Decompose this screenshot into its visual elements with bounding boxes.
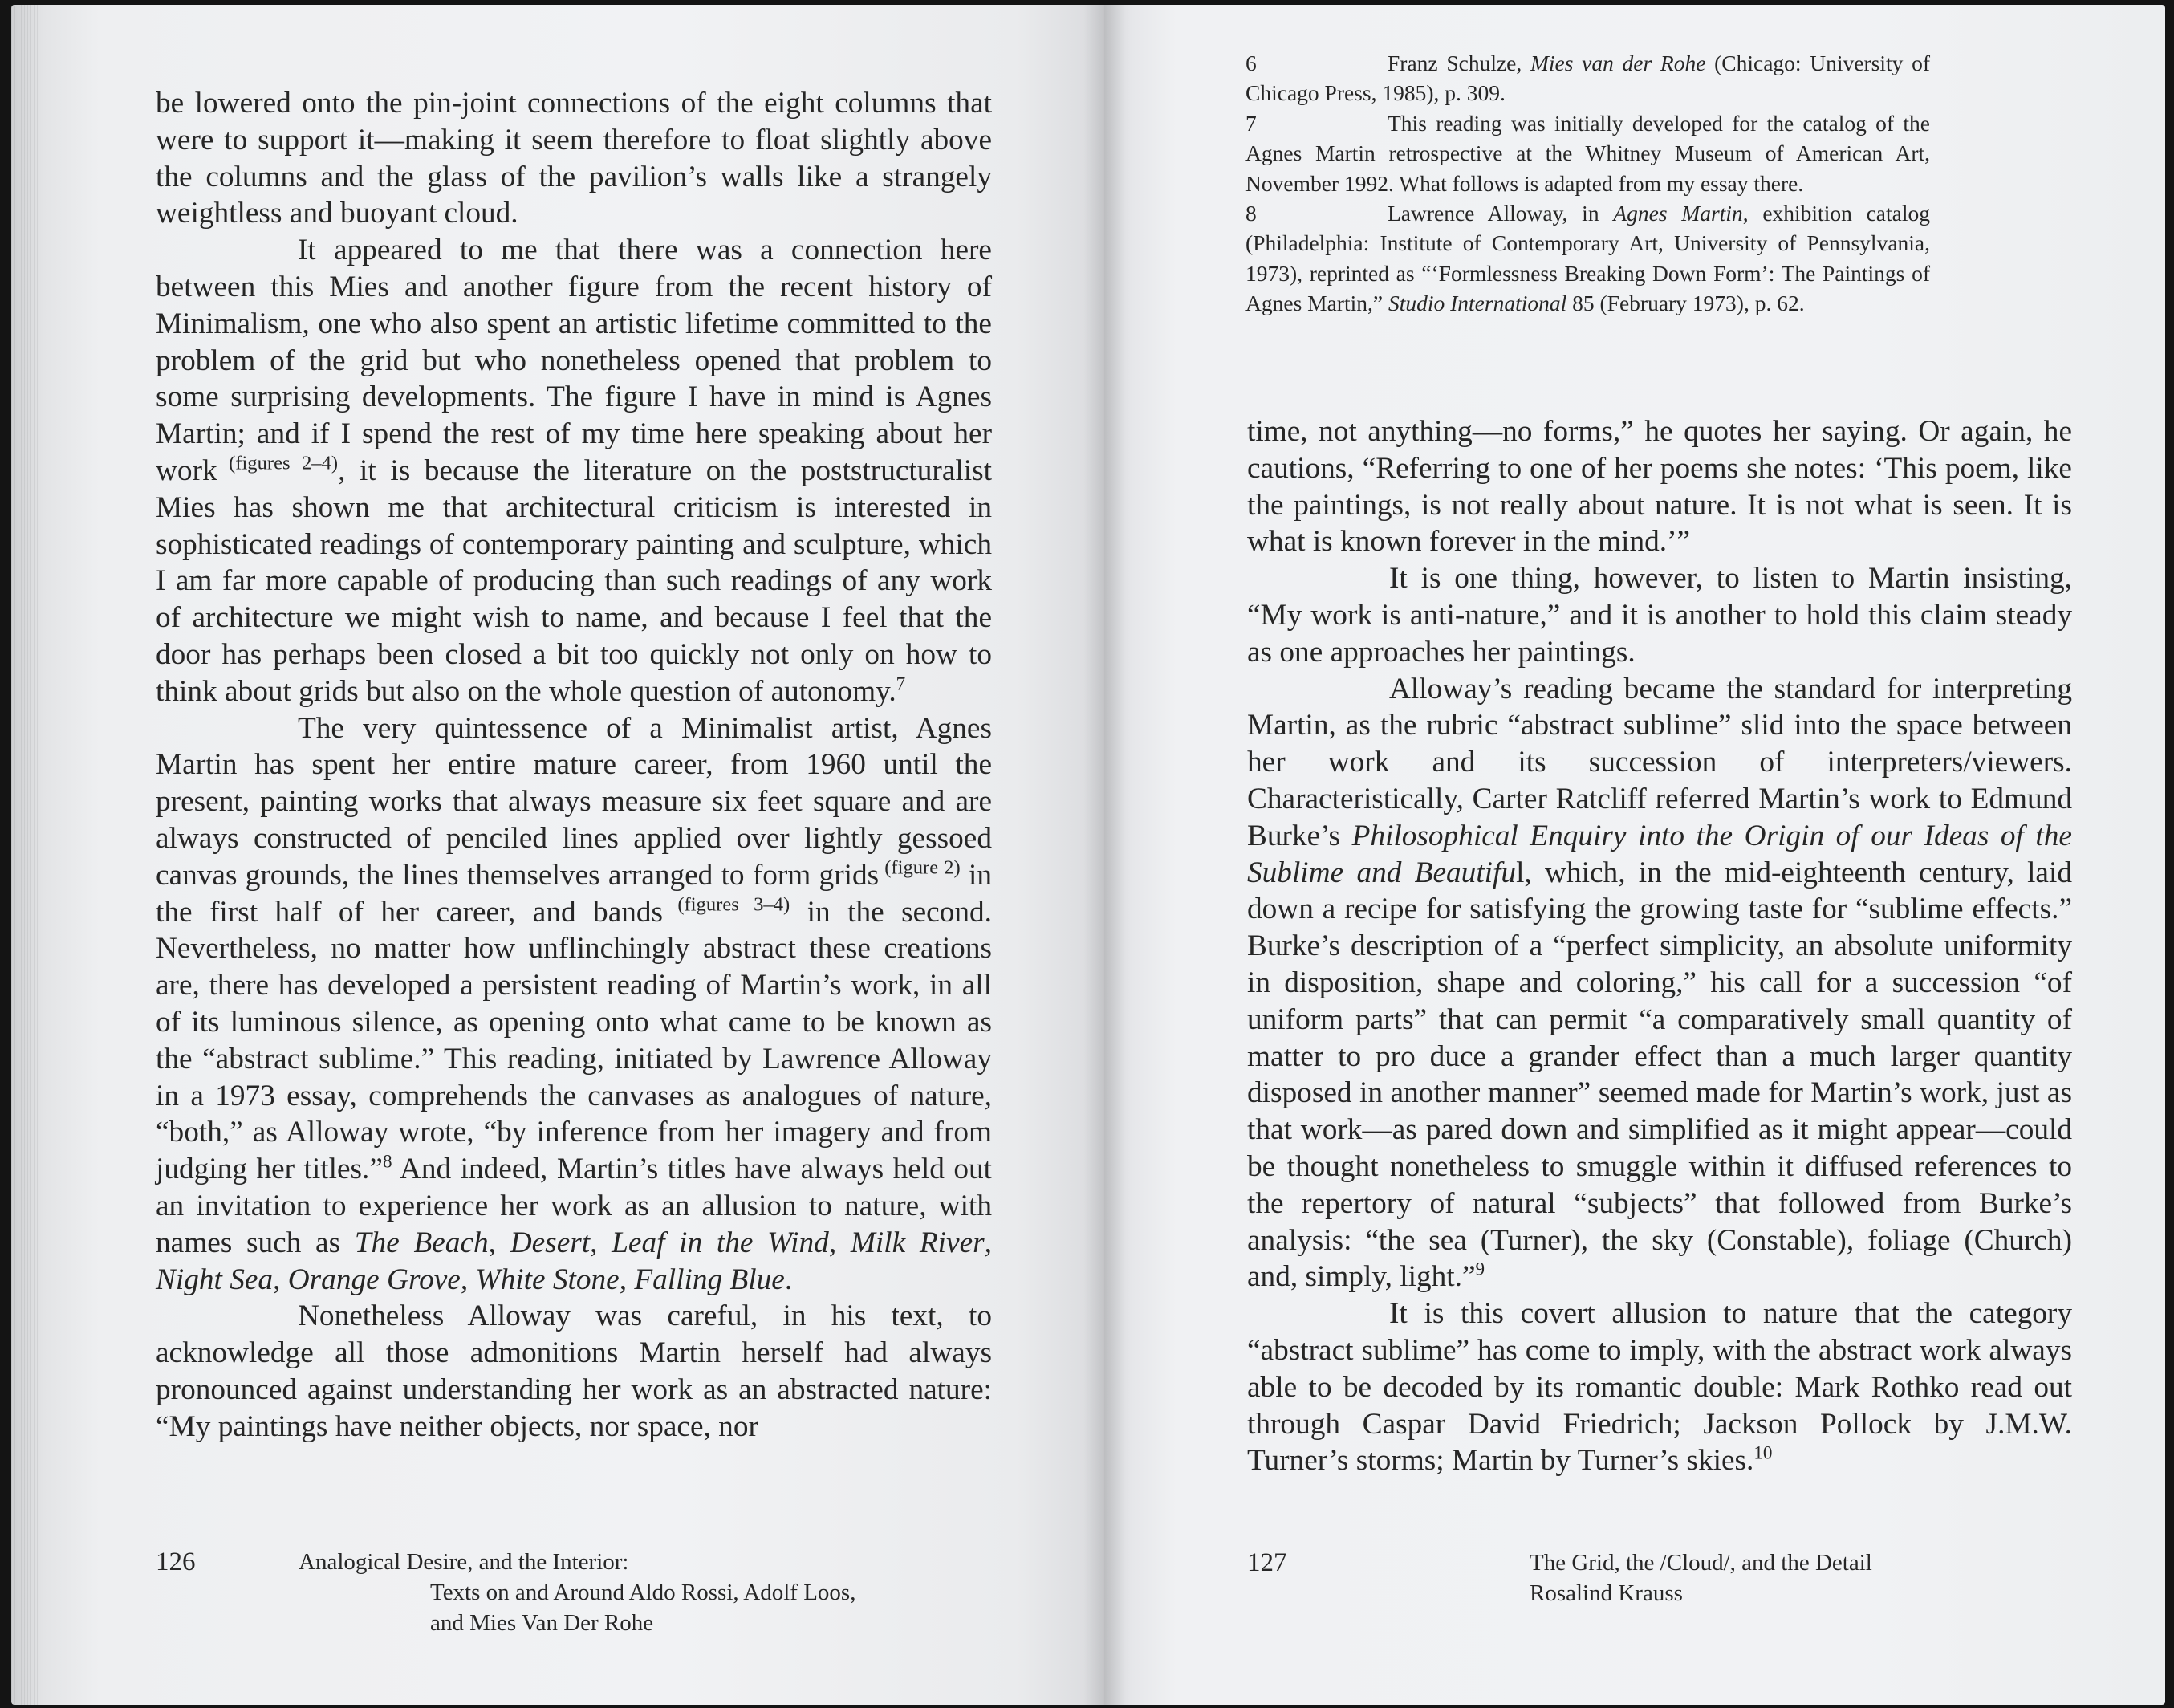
page-edge [11,5,39,1705]
footnote-number: 6 [1245,51,1257,75]
book-title: Philosophical Enquiry into the Origin of our Ideas of the Sublime and Beautifu [1247,819,2072,889]
text-run: Lawrence Alloway, in [1388,201,1614,226]
book-title: Mies van der Rohe [1530,51,1706,75]
paragraph [1247,1295,2072,1479]
artwork-title: Milk River [850,1226,985,1259]
text-run: This reading was initially developed for the catalog of the Agnes Martin retrospective at the Whitney Museum of American Art, November 1992. What follows is adapted from my essay there. [1245,110,1930,196]
text-run: Franz Schulze, [1388,51,1530,75]
artwork-title: Desert [510,1226,591,1259]
artwork-title: Night Sea [156,1263,274,1296]
artwork-title: Orange Grove [287,1263,461,1296]
footnote [1245,48,1930,108]
paragraph [1247,671,2072,1296]
footnote-number: 8 [1245,201,1257,226]
text-run: in the first half of her career, and bands [156,858,992,929]
left-body-text [156,85,992,1445]
artwork-title: The Beach [354,1226,489,1259]
text-run: (Chicago: University of Chicago Press, 1985), p. 309. [1245,51,1930,106]
journal-title: Studio International [1388,291,1567,316]
text-run: , it is because the literature on the poststructuralist Mies has shown me that architectural criticism is interested in sophisticated readings of contemporary painting and sculpture, which I am far more capable of producing than such readings of any work of architecture we might wish to name, and because I feel that the door has perhaps been closed a bit too quickly not only on how to think about grids but also on the whole question of autonomy. [156,453,992,708]
text-run: l, which, in the mid-eighteenth century, laid down a recipe for satisfying the growing taste for “sublime effects.” Burke’s description of a “perfect simplicity, an absolute uniformity in disposition, shape and coloring,” his call for a succession “of uniform parts” that can permit “a comparatively small quantity of matter to pro duce a grander effect than a much larger quantity disposed in another manner” seemed made for Martin’s work, just as that work—as pared down and simplified as it might appear—could be thought nonetheless to smuggle within it diffused references to the repertory of natural “subjects” that followed from Burke’s analysis: “the sea (Turner), the sky (Constable), foliage (Church) and, simply, light.” [1247,856,2072,1294]
running-title [299,1547,855,1638]
text-run: Alloway’s reading became the standard for interpreting Martin, as the rubric “abstract sublime” slid into the space between her work and its succession of interpreters/viewers. Characteristically, Carter Ratcliff referred Martin’s work to Edmund Burke’s [1247,672,2072,852]
footnotes [1245,48,1930,319]
figure-reference: (figures 3–4) [663,893,790,916]
footnote [1245,108,1930,198]
right-page [1104,5,2165,1705]
text-run: And indeed, Martin’s titles have always held out an invitation to experience her work as an allusion to nature, with names such as [156,1153,992,1259]
running-title-line: Rosalind Krauss [1530,1580,1683,1606]
running-title-line: Texts on and Around Aldo Rossi, Adolf Loos, [430,1580,856,1605]
text-run: , exhibition catalog (Philadelphia: Institute of Contemporary Art, University of Pennsylvania, 1973), reprinted as “‘Formlessness Breaking Down Form’: The Paintings of Agnes Martin,” [1245,201,1930,316]
footnote-number: 7 [1245,110,1257,136]
text-run: The very quintessence of a Minimalist artist, Agnes Martin has spent her entire mature career, from 1960 until the present, painting works that always measure six feet square and are always constructed of penciled lines applied over lightly gessoed canvas grounds, the lines themselves arranged to form grids [156,711,992,892]
footnote [1245,198,1930,319]
text-run: 85 (February 1973), p. 62. [1566,291,1805,316]
text-run: It appeared to me that there was a connection here between this Mies and another figure from the recent history of Minimalism, one who also spent an artistic lifetime committed to the problem of the grid but who nonetheless opened that problem to some surprising developments. The figure I have in mind is Agnes Martin; and if I spend the rest of my time here speaking about her work [156,234,992,487]
footnote-marker: 10 [1753,1442,1773,1464]
running-title-line: and Mies Van Der Rohe [430,1610,654,1636]
figure-reference: (figures 2–4) [217,452,339,474]
left-page [11,5,1104,1705]
text-run: in the second. Nevertheless, no matter how unflinchingly abstract these creations are, there has developed a persistent reading of Martin’s work, in all of its luminous silence, as opening onto what came to be known as the “abstract sublime.” This reading, initiated by Lawrence Alloway in a 1973 essay, comprehends the canvases as analogues of nature, “both,” as Alloway wrote, “by inference from her imagery and from judging her titles.” [156,895,992,1186]
paragraph: be lowered onto the pin-joint connections of the eight columns that were to support it—making it seem therefore to float slightly above the columns and the glass of the pavilion’s walls like a strangely weightless and buoyant cloud. [156,87,992,230]
paragraph: Nonetheless Alloway was careful, in his text, to acknowledge all those admonitions Martin herself had always pronounced against understanding her work as an abstracted nature: “My paintings have neither objects, nor space, nor [156,1299,992,1443]
page-number: 127 [1247,1548,1287,1577]
footnote-marker: 7 [896,673,906,695]
paragraph: The very quintessence of a Minimalist artist, Agnes Martin has spent her entire mature career, from 1960 until the present, painting works that always measure six feet square and are always constructed of penciled lines applied over lightly gessoed canvas grounds, the lines themselves arranged to form grids $^{(figure 2)}$ in the first half of her career, and bands $^{(figures 3-4)}$ in the second. Nevertheless, no matter how unflinchingly abstract these creations are, there has developed a persistent reading of Martin’s work, in all of its luminous silence, as opening onto what came to be known as the “abstract sublime.” This reading, initiated by Lawrence Alloway in a 1973 essay, comprehends the canvases as analogues of nature, “both,” as Alloway wrote, “by inference from her imagery and from judging her titles.”$^8$ And indeed, Martin’s titles have always held out an invitation to experience her work as an allusion to nature, with names such as The Beach, Desert, Leaf in the Wind, Milk River, Night Sea, Orange Grove, White Stone, Falling Blue. [156,711,992,1296]
page-number: 126 [156,1547,196,1576]
right-body-text [1247,413,2072,1479]
footnote-marker: 8 [382,1151,392,1173]
artwork-title: White Stone [475,1263,620,1296]
running-title-line: Analogical Desire, and the Interior: [299,1549,629,1575]
footnote-marker: 9 [1475,1259,1485,1280]
paragraph: time, not anything—no forms,” he quotes her saying. Or again, he cautions, “Referring to one of her poems she notes: ‘This poem, like the paintings, is not really about nature. It is not what is seen. It is what is known forever in the mind.’” [1247,415,2072,559]
text-run: It is this covert allusion to nature that the category “abstract sublime” has come to imply, with the abstract work always able to be decoded by its romantic double: Mark Rothko read out through Caspar David Friedrich; Jackson Pollock by J.M.W. Turner’s storms; Martin by Turner’s skies. [1247,1297,2072,1478]
book-title: Agnes Martin [1613,201,1743,226]
artwork-title: Leaf in the Wind [612,1226,829,1259]
artwork-title: Falling Blue [634,1263,785,1296]
figure-reference: (figure 2) [879,856,961,879]
paragraph [156,232,992,710]
paragraph: It is one thing, however, to listen to Martin insisting, “My work is anti-nature,” and it is another to hold this claim steady as one approaches her paintings. [1247,562,2072,669]
running-title-line: The Grid, the /Cloud/, and the Detail [1530,1550,1872,1576]
running-title [1530,1547,1872,1608]
